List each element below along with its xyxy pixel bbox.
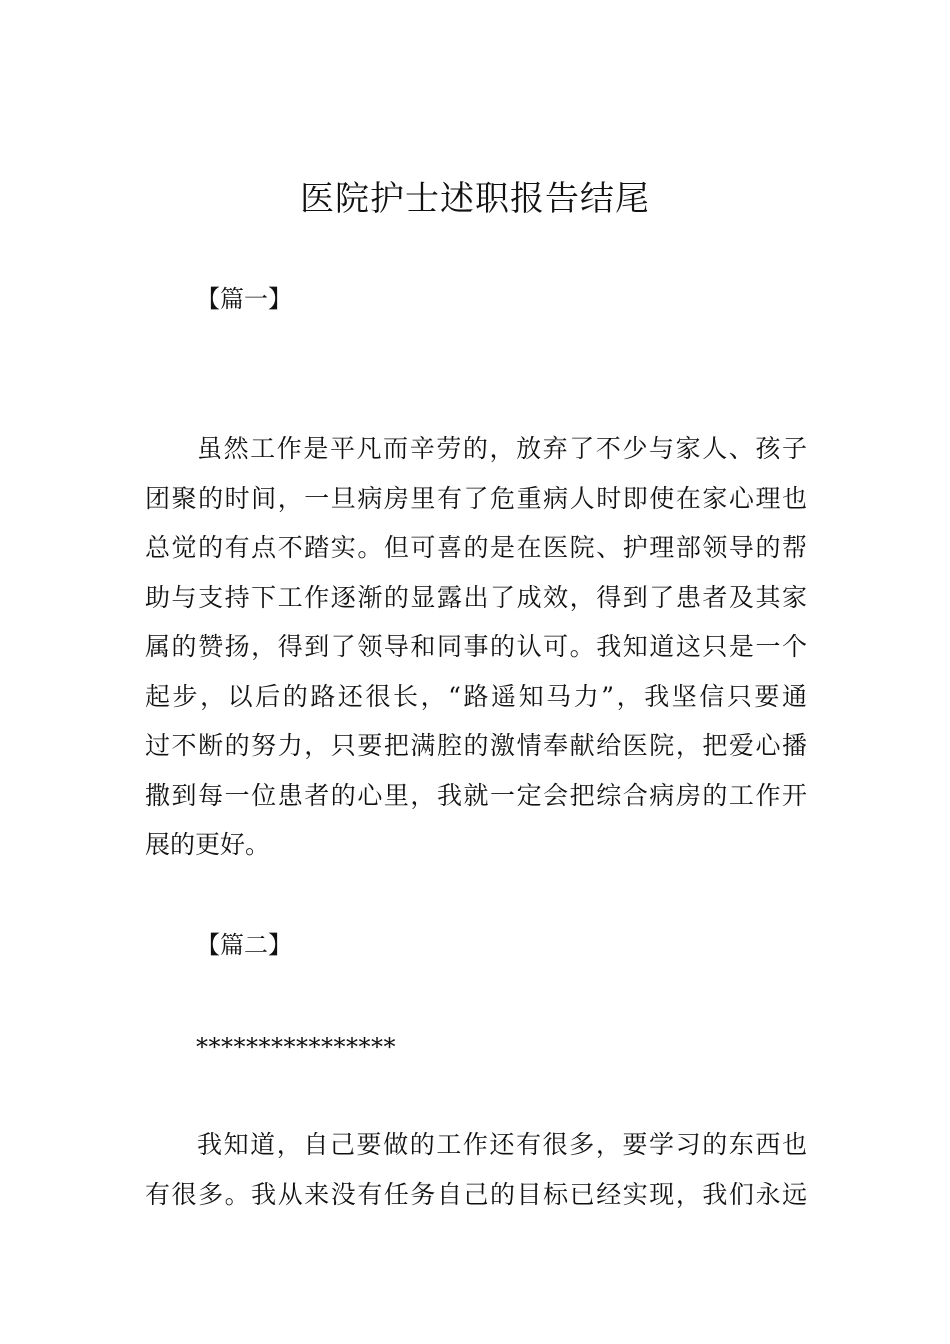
paragraph-line: 我知道，自己要做的工作还有很多，要学习的东西也 [197, 1130, 807, 1159]
document-title: 医院护士述职报告结尾 [300, 179, 650, 219]
paragraph-line: 展的更好。 [145, 830, 271, 859]
section-2-paragraph [145, 1120, 807, 1219]
masked-line: **************** [196, 1033, 396, 1061]
paragraph-line: 过不断的努力，只要把满腔的激情奉献给医院，把爱心播 [145, 731, 807, 760]
paragraph-line: 有很多。我从来没有任务自己的目标已经实现，我们永远 [145, 1179, 807, 1209]
paragraph-line: 起步，以后的路还很长，“路遥知马力”，我坚信只要通 [145, 681, 807, 711]
section-label-1: 【篇一】 [196, 285, 292, 313]
paragraph-line: 助与支持下工作逐渐的显露出了成效，得到了患者及其家 [145, 582, 807, 612]
paragraph-line: 团聚的时间，一旦病房里有了危重病人时即使在家心理也 [145, 483, 807, 513]
paragraph-line: 撒到每一位患者的心里，我就一定会把综合病房的工作开 [145, 780, 807, 810]
section-label-2: 【篇二】 [196, 931, 292, 959]
section-1-paragraph [145, 424, 807, 870]
paragraph-line: 属的赞扬，得到了领导和同事的认可。我知道这只是一个 [145, 632, 807, 661]
paragraph-line: 总觉的有点不踏实。但可喜的是在医院、护理部领导的帮 [145, 533, 807, 562]
paragraph-line: 虽然工作是平凡而辛劳的，放弃了不少与家人、孩子 [197, 434, 807, 463]
